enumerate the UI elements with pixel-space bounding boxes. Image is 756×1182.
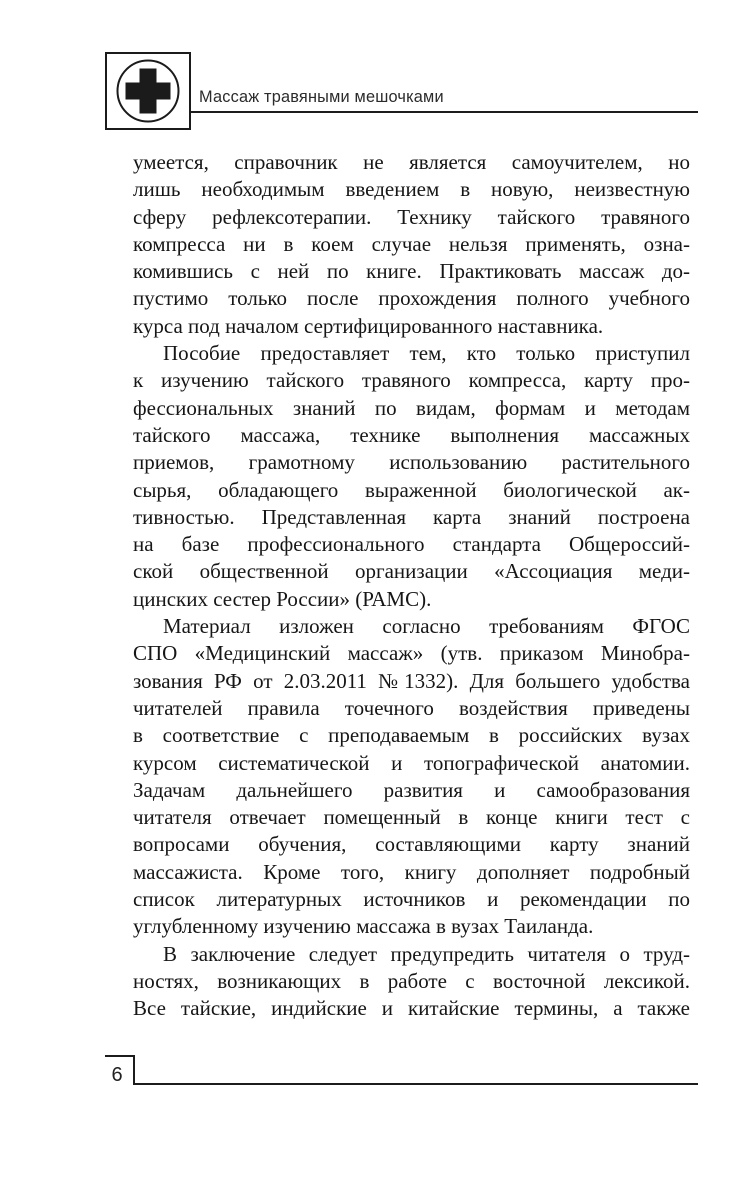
text-line: Пособие предоставляет тем, кто только приступил <box>163 341 690 366</box>
text-line: Задачам дальнейшего развития и самообразования <box>133 777 690 802</box>
text-line: ностях, возникающих в работе с восточной лексикой. <box>133 968 690 993</box>
text-line: список литературных источников и рекомендации по <box>133 887 690 912</box>
paragraph <box>133 941 690 1023</box>
footer-rule-top <box>105 1055 135 1057</box>
paragraph <box>133 149 690 340</box>
text-line: СПО «Медицинский массаж» (утв. приказом Минобра- <box>133 641 690 666</box>
text-line: умеется, справочник не является самоучителем, но <box>133 150 690 174</box>
header-rule <box>189 111 698 113</box>
publisher-logo <box>105 52 191 130</box>
text-line: курсом систематической и топографической анатомии. <box>133 750 690 775</box>
footer-rule <box>133 1083 698 1085</box>
text-line: цинских сестер России» (РАМС). <box>133 586 432 611</box>
text-line: тивностью. Представленная карта знаний построена <box>133 504 690 529</box>
text-line: углубленному изучению массажа в вузах Таиланда. <box>133 914 594 939</box>
text-line: фессиональных знаний по видам, формам и методам <box>133 395 690 420</box>
running-header-title: Массаж травяными мешочками <box>199 87 444 106</box>
text-line: компресса ни в коем случае нельзя применять, озна- <box>133 231 690 256</box>
text-line: зования РФ от 2.03.2011 №1332). Для большего удобства <box>133 668 690 693</box>
text-line: массажиста. Кроме того, книгу дополняет подробный <box>133 859 690 884</box>
text-line: на базе профессионального стандарта Общероссий- <box>133 532 690 557</box>
text-line: Материал изложен согласно требованиям ФГОС <box>163 614 690 639</box>
text-line: ской общественной организации «Ассоциация меди- <box>133 559 690 584</box>
text-line: курса под началом сертифицированного наставника. <box>133 313 604 338</box>
text-line: Все тайские, индийские и китайские термины, а также <box>133 996 690 1021</box>
page-number: 6 <box>111 1064 123 1086</box>
paragraph <box>133 613 690 941</box>
medical-cross-icon <box>116 59 180 123</box>
text-line: в соответствие с преподаваемым в российских вузах <box>133 723 690 748</box>
paragraph <box>133 340 690 613</box>
text-line: читателей правила точечного воздействия приведены <box>133 695 690 720</box>
text-line: лишь необходимым введением в новую, неизвестную <box>133 177 690 202</box>
body-text <box>133 149 690 1023</box>
text-line: приемов, грамотному использованию растительного <box>133 450 690 475</box>
text-line: тайского массажа, технике выполнения массажных <box>133 422 690 447</box>
text-line: сферу рефлексотерапии. Технику тайского травяного <box>133 204 690 229</box>
text-line: сырья, обладающего выраженной биологической ак- <box>133 477 690 502</box>
text-line: вопросами обучения, составляющими карту знаний <box>133 832 690 857</box>
text-line: читателя отвечает помещенный в конце книги тест с <box>133 805 690 830</box>
footer-rule-vertical <box>133 1055 135 1085</box>
text-line: комившись с ней по книге. Практиковать массаж до- <box>133 259 690 284</box>
text-line: к изучению тайского травяного компресса, карту про- <box>133 368 690 393</box>
text-line: пустимо только после прохождения полного учебного <box>133 286 690 311</box>
text-line: В заключение следует предупредить читателя о труд- <box>163 941 690 966</box>
